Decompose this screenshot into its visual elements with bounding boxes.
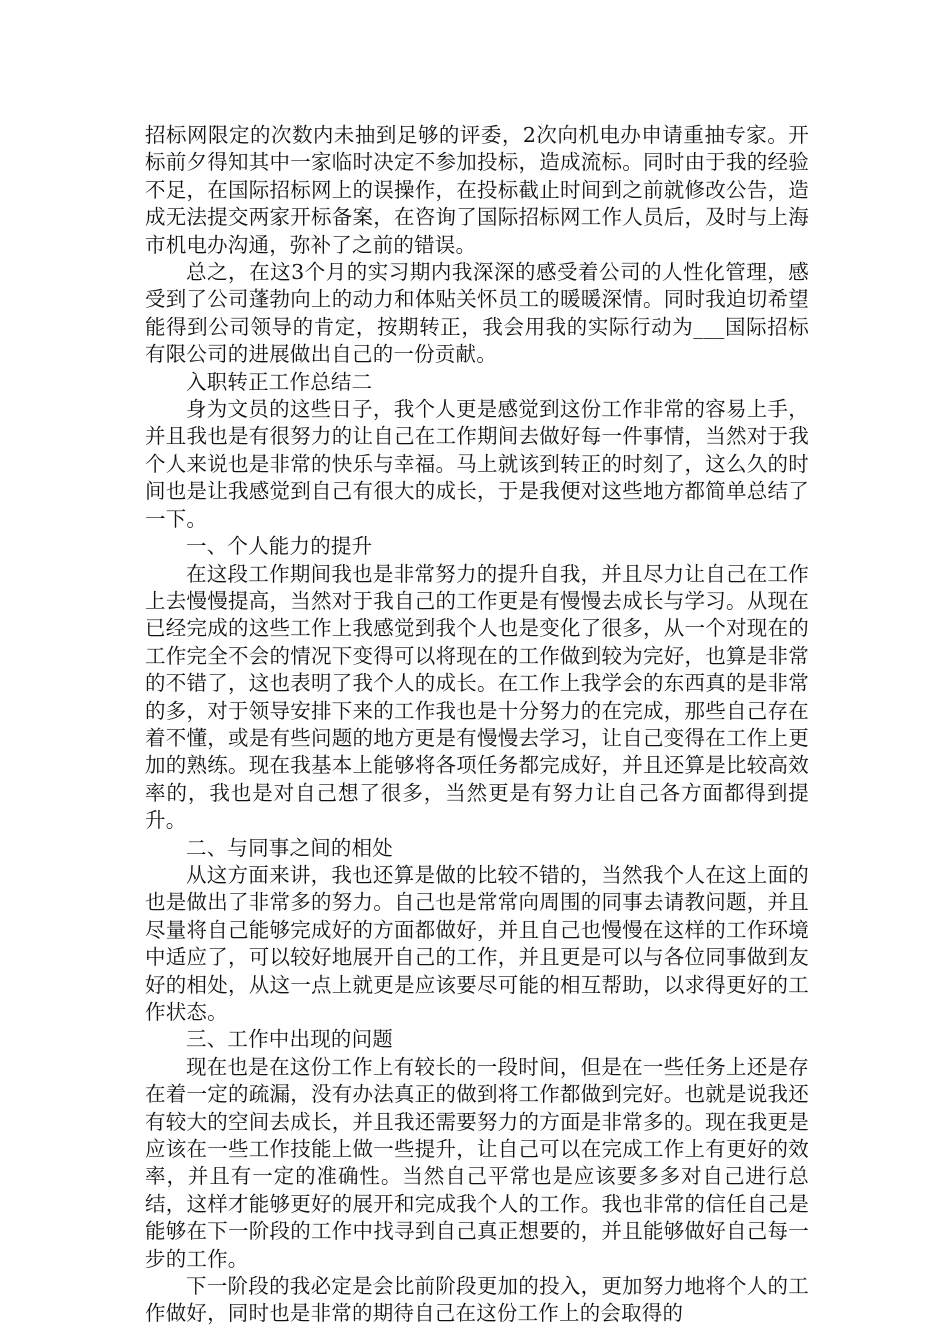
paragraph-ability-improvement: 在这段工作期间我也是非常努力的提升自我，并且尽力让自己在工作上去慢慢提高，当然对于我自己的工作更是有慢慢去成长与学习。从现在已经完成的这些工作上我感觉到我个人也是变化了很多，从一个对现在的工作完全不会的情况下变得可以将现在的工作做到较为完好，也算是非常的不错了，这也表明了我个人的成长。在工作上我学会的东西真的是非常的多，对于领导安排下来的工作我也是十分努力的在完成，那些自己存在着不懂，或是有些问题的地方更是有慢慢去学习，让自己变得在工作上更加的熟练。现在我基本上能够将各项任务都完成好，并且还算是比较高效率的，我也是对自己想了很多，当然更是有努力让自己各方面都得到提升。 xyxy=(145,561,809,833)
document-body xyxy=(145,122,809,1328)
paragraph-procurement-issues: 招标网限定的次数内未抽到足够的评委，2次向机电办申请重抽专家。开标前夕得知其中一家临时决定不参加投标，造成流标。同时由于我的经验不足，在国际招标网上的误操作，在投标截止时间到之前就修改公告，造成无法提交两家开标备案，在咨询了国际招标网工作人员后，及时与上海市机电办沟通，弥补了之前的错误。 xyxy=(145,123,809,257)
paragraph-work-problems: 现在也是在这份工作上有较长的一段时间，但是在一些任务上还是存在着一定的疏漏，没有办法真正的做到将工作都做到完好。也就是说我还有较大的空间去成长，并且我还需要努力的方面是非常多的。现在我更是应该在一些工作技能上做一些提升，让自己可以在完成工作上有更好的效率，并且有一定的准确性。当然自己平常也是应该要多多对自己进行总结，这样才能够更好的展开和完成我个人的工作。我也非常的信任自己是能够在下一阶段的工作中找寻到自己真正想要的，并且能够做好自己每一步的工作。 xyxy=(145,1054,809,1271)
paragraph-next-stage: 下一阶段的我必定是会比前阶段更加的投入，更加努力地将个人的工作做好，同时也是非常的期待自己在这份工作上的会取得的 xyxy=(145,1274,809,1326)
paragraph-summary-conclusion: 总之，在这3个月的实习期内我深深的感受着公司的人性化管理，感受到了公司蓬勃向上的动力和体贴关怀员工的暖暖深情。同时我迫切希望能得到公司领导的肯定，按期转正，我会用我的实际行动为___国际招标有限公司的进展做出自己的一份贡献。 xyxy=(145,260,809,367)
heading-work-problems: 三、工作中出现的问题 xyxy=(186,1027,393,1052)
section-title-summary-two: 入职转正工作总结二 xyxy=(186,369,373,394)
heading-ability-improvement: 一、个人能力的提升 xyxy=(186,534,373,559)
heading-colleague-relations: 二、与同事之间的相处 xyxy=(186,835,393,860)
paragraph-clerk-intro: 身为文员的这些日子，我个人更是感觉到这份工作非常的容易上手，并且我也是有很努力的让自己在工作期间去做好每一件事情，当然对于我个人来说也是非常的快乐与幸福。马上就该到转正的时刻了，这么久的时间也是让我感觉到自己有很大的成长，于是我便对这些地方都简单总结了一下。 xyxy=(145,397,809,531)
paragraph-colleague-relations: 从这方面来讲，我也还算是做的比较不错的，当然我个人在这上面的也是做出了非常多的努力。自己也是常常向周围的同事去请教问题，并且尽量将自己能够完成好的方面都做好，并且自己也慢慢在这样的工作环境中适应了，可以较好地展开自己的工作，并且更是可以与各位同事做到友好的相处，从这一点上就更是应该要尽可能的相互帮助，以求得更好的工作状态。 xyxy=(145,862,809,1024)
